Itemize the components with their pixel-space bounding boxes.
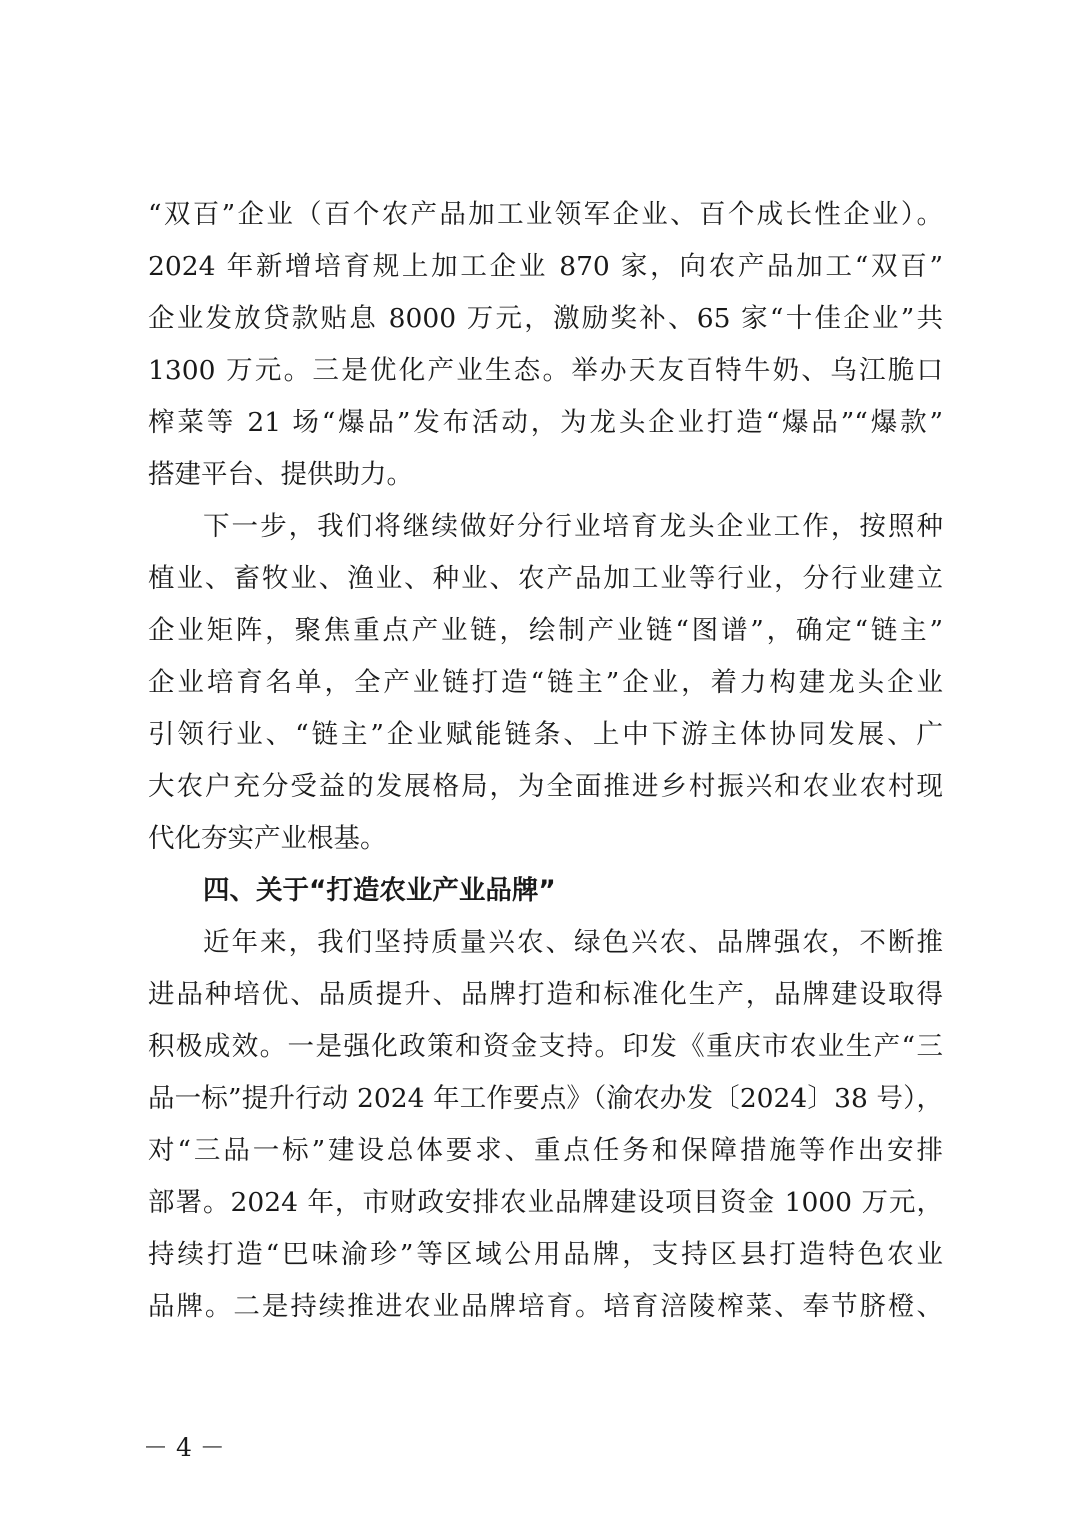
page-number: － 4 － <box>143 1433 225 1462</box>
body-text-line: 品牌。二是持续推进农业品牌培育。培育涪陵榨菜、奉节脐橙、 <box>148 1291 943 1322</box>
body-text-line: 代化夯实产业根基。 <box>148 823 387 854</box>
body-text-line: 2024 年新增培育规上加工企业 870 家，向农产品加工“双百” <box>148 251 943 282</box>
body-text-line: “双百”企业（百个农产品加工业领军企业、百个成长性企业）。 <box>148 199 943 230</box>
body-text-line: 近年来，我们坚持质量兴农、绿色兴农、品牌强农，不断推 <box>203 927 943 958</box>
body-text-line: 1300 万元。三是优化产业生态。举办天友百特牛奶、乌江脆口 <box>148 355 943 386</box>
body-text-line: 企业培育名单，全产业链打造“链主”企业，着力构建龙头企业 <box>148 667 943 698</box>
section-heading: 四、关于“打造农业产业品牌” <box>203 875 556 906</box>
body-text-line: 品一标”提升行动 2024 年工作要点》（渝农办发〔2024〕38 号）， <box>148 1083 943 1114</box>
body-text-line: 引领行业、“链主”企业赋能链条、上中下游主体协同发展、广 <box>148 719 943 750</box>
body-text-line: 部署。2024 年，市财政安排农业品牌建设项目资金 1000 万元， <box>148 1187 943 1218</box>
body-text-line: 搭建平台、提供助力。 <box>148 459 413 490</box>
body-text-line: 下一步，我们将继续做好分行业培育龙头企业工作，按照种 <box>203 511 943 542</box>
body-text-line: 积极成效。一是强化政策和资金支持。印发《重庆市农业生产“三 <box>148 1031 943 1062</box>
body-text-line: 企业发放贷款贴息 8000 万元，激励奖补、65 家“十佳企业”共 <box>148 303 943 334</box>
body-text-line: 榨菜等 21 场“爆品”发布活动，为龙头企业打造“爆品”“爆款” <box>148 407 943 438</box>
body-text-line: 大农户充分受益的发展格局，为全面推进乡村振兴和农业农村现 <box>148 771 943 802</box>
body-text-line: 进品种培优、品质提升、品牌打造和标准化生产，品牌建设取得 <box>148 979 943 1010</box>
body-text-line: 植业、畜牧业、渔业、种业、农产品加工业等行业，分行业建立 <box>148 563 943 594</box>
body-text-line: 持续打造“巴味渝珍”等区域公用品牌，支持区县打造特色农业 <box>148 1239 943 1270</box>
body-text-line: 企业矩阵，聚焦重点产业链，绘制产业链“图谱”，确定“链主” <box>148 615 943 646</box>
body-text-line: 对“三品一标”建设总体要求、重点任务和保障措施等作出安排 <box>148 1135 943 1166</box>
